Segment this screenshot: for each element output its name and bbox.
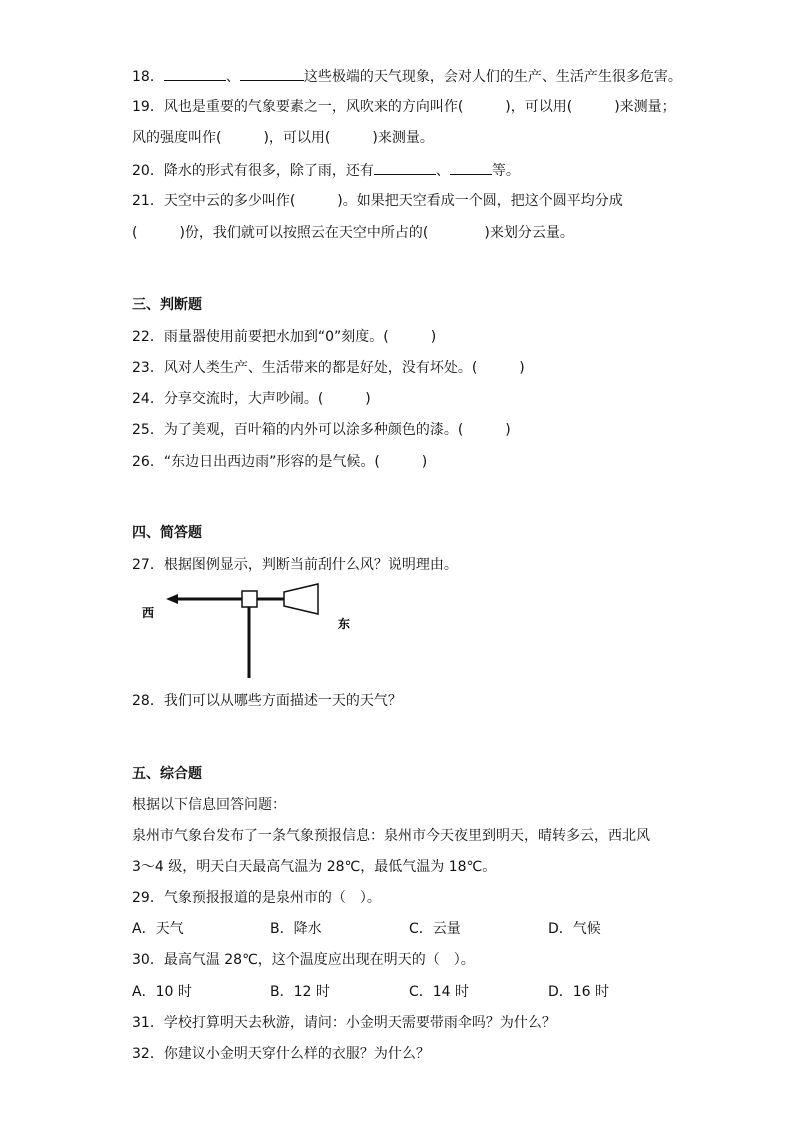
question-21-line-1: 21．天空中云的多少叫作( )。如果把天空看成一个圆，把这个圆平均分成 xyxy=(132,193,623,209)
section-title-comprehensive: 五、综合题 xyxy=(132,766,202,782)
question-21-line-2: ( )份，我们就可以按照云在天空中所占的( )来划分云量。 xyxy=(132,225,574,241)
option-a[interactable]: A．10 时 xyxy=(132,984,192,1000)
question-29: 29．气象预报报道的是泉州市的（ ）。 xyxy=(132,890,381,906)
info-intro: 根据以下信息回答问题： xyxy=(132,797,286,813)
section-title-judgement: 三、判断题 xyxy=(132,297,202,313)
question-25: 25．为了美观，百叶箱的内外可以涂多种颜色的漆。( ) xyxy=(132,422,511,438)
forecast-info-line-2: 3～4 级，明天白天最高气温为 28℃，最低气温为 18℃。 xyxy=(132,859,497,875)
question-30-options xyxy=(132,982,612,1002)
question-30: 30．最高气温 28℃，这个温度应出现在明天的（ ）。 xyxy=(132,952,475,968)
question-22: 22．雨量器使用前要把水加到“0”刻度。( ) xyxy=(132,329,437,345)
option-c[interactable]: C．14 时 xyxy=(409,984,470,1000)
question-28: 28．我们可以从哪些方面描述一天的天气？ xyxy=(132,693,402,709)
answer-blank[interactable] xyxy=(374,160,436,175)
wind-vane-diagram xyxy=(140,582,370,682)
question-19-line-2: 风的强度叫作( )，可以用( )来测量。 xyxy=(132,130,434,146)
option-d[interactable]: D．16 时 xyxy=(548,984,610,1000)
answer-blank[interactable] xyxy=(450,160,492,175)
option-c[interactable]: C．云量 xyxy=(409,921,461,937)
vane-tail-fin xyxy=(284,584,318,614)
question-18: 18． 、 这些极端的天气现象，会对人们的生产、生活产生很多危害。 xyxy=(132,66,682,87)
direction-east-label: 东 xyxy=(338,617,351,631)
question-27: 27．根据图例显示，判断当前刮什么风？说明理由。 xyxy=(132,557,458,573)
option-a[interactable]: A．天气 xyxy=(132,921,184,937)
question-26: 26．“东边日出西边雨”形容的是气候。( ) xyxy=(132,454,428,470)
question-20: 20．降水的形式有很多，除了雨，还有 、 等。 xyxy=(132,160,520,181)
question-19-line-1: 19．风也是重要的气象要素之一，风吹来的方向叫作( )，可以用( )来测量； xyxy=(132,99,676,115)
answer-blank[interactable] xyxy=(164,66,226,81)
answer-blank[interactable] xyxy=(240,66,304,81)
vane-pivot xyxy=(242,591,257,607)
section-title-short-answer: 四、简答题 xyxy=(132,525,202,541)
option-b[interactable]: B．降水 xyxy=(270,921,322,937)
question-32: 32．你建议小金明天穿什么样的衣服？为什么？ xyxy=(132,1046,430,1062)
question-24: 24．分享交流时，大声吵闹。( ) xyxy=(132,391,371,407)
option-b[interactable]: B．12 时 xyxy=(270,984,330,1000)
option-d[interactable]: D．气候 xyxy=(548,921,601,937)
question-31: 31．学校打算明天去秋游，请问：小金明天需要带雨伞吗？为什么？ xyxy=(132,1015,556,1031)
vane-arrowhead-icon xyxy=(166,594,178,604)
question-23: 23．风对人类生产、生活带来的都是好处，没有坏处。( ) xyxy=(132,360,525,376)
forecast-info-line-1: 泉州市气象台发布了一条气象预报信息：泉州市今天夜里到明天，晴转多云，西北风 xyxy=(132,828,650,844)
question-29-options xyxy=(132,919,612,939)
direction-west-label: 西 xyxy=(142,606,155,620)
